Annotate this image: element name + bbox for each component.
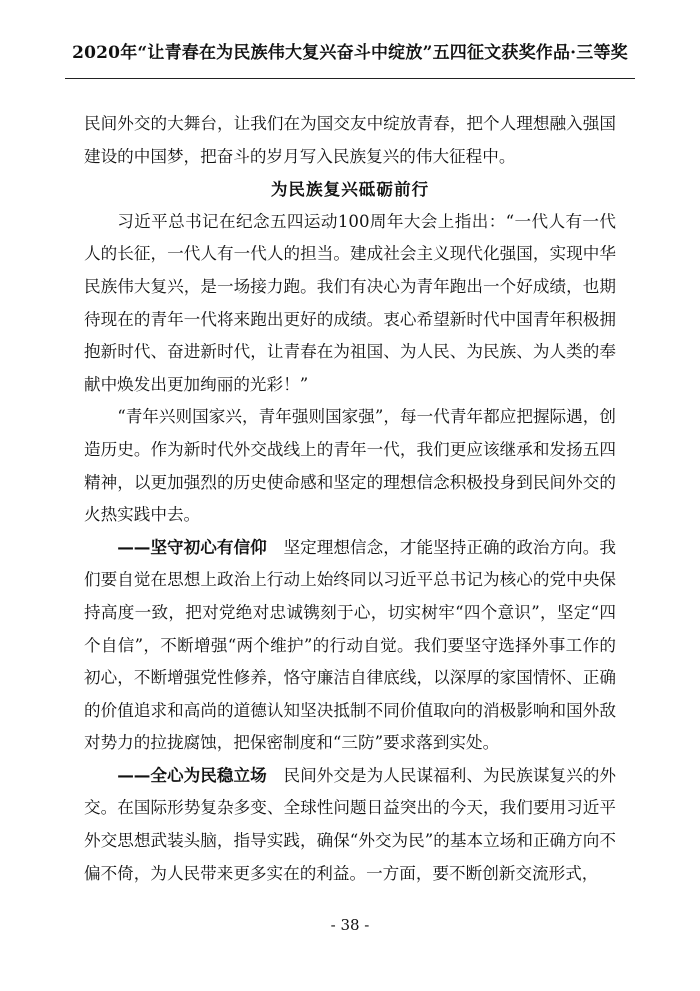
- paragraph-quote: 习近平总书记在纪念五四运动100周年大会上指出：“一代人有一代人的长征，一代人有一代人的担当。建成社会主义现代化强国，实现中华民族伟大复兴，是一场接力跑。我们有决心为青年跑出一个好成绩，也期待现在的青年一代将来跑出更好的成绩。衷心希望新时代中国青年积极拥抱新时代、奋进新时代，让青春在为祖国、为人民、为民族、为人类的奉献中焕发出更加绚丽的光彩！”: [84, 211, 616, 394]
- running-header: 2020年“让青春在为民族伟大复兴奋斗中绽放”五四征文获奖作品·三等奖: [72, 43, 628, 63]
- intro-paragraph: 民间外交的大舞台，让我们在为国交友中绽放青春，把个人理想融入强国建设的中国梦，把奋斗的岁月写入民族复兴的伟大征程中。: [84, 114, 616, 166]
- point-two-paragraph: [84, 760, 616, 890]
- page-number: - 38 -: [330, 916, 370, 934]
- point-two-lead: ——全心为民稳立场: [117, 765, 267, 785]
- paragraph-youth: “青年兴则国家兴，青年强则国家强”，每一代青年都应把握际遇，创造历史。作为新时代外交战线上的青年一代，我们更应该继承和发扬五四精神，以更加强烈的历史使命感和坚定的理想信念积极投身到民间外交的火热实践中去。: [84, 407, 616, 525]
- point-one-text: 坚定理想信念，才能坚持正确的政治方向。我们要自觉在思想上政治上行动上始终同以习近平总书记为核心的党中央保持高度一致，把对党绝对忠诚镌刻于心，切实树牢“四个意识”，坚定“四个自信”，不断增强“两个维护”的行动自觉。我们要坚守选择外事工作的初心，不断增强党性修养，恪守廉洁自律底线，以深厚的家国情怀、正确的价值追求和高尚的道德认知坚决抵制不同价值取向的消极影响和国外敌对势力的拉拢腐蚀，把保密制度和“三防”要求落到实处。: [84, 537, 617, 753]
- point-two-text: 民间外交是为人民谋福利、为民族谋复兴的外交。在国际形势复杂多变、全球性问题日益突出的今天，我们要用习近平外交思想武装头脑，指导实践，确保“外交为民”的基本立场和正确方向不偏不倚，为人民带来更多实在的利益。一方面，要不断创新交流形式，: [84, 765, 617, 883]
- section-heading: 为民族复兴砥砺前行: [270, 179, 430, 200]
- point-one-paragraph: [84, 532, 616, 760]
- page-body: [84, 108, 616, 890]
- point-one-lead: ——坚守初心有信仰: [117, 537, 267, 557]
- header-rule: [65, 78, 635, 79]
